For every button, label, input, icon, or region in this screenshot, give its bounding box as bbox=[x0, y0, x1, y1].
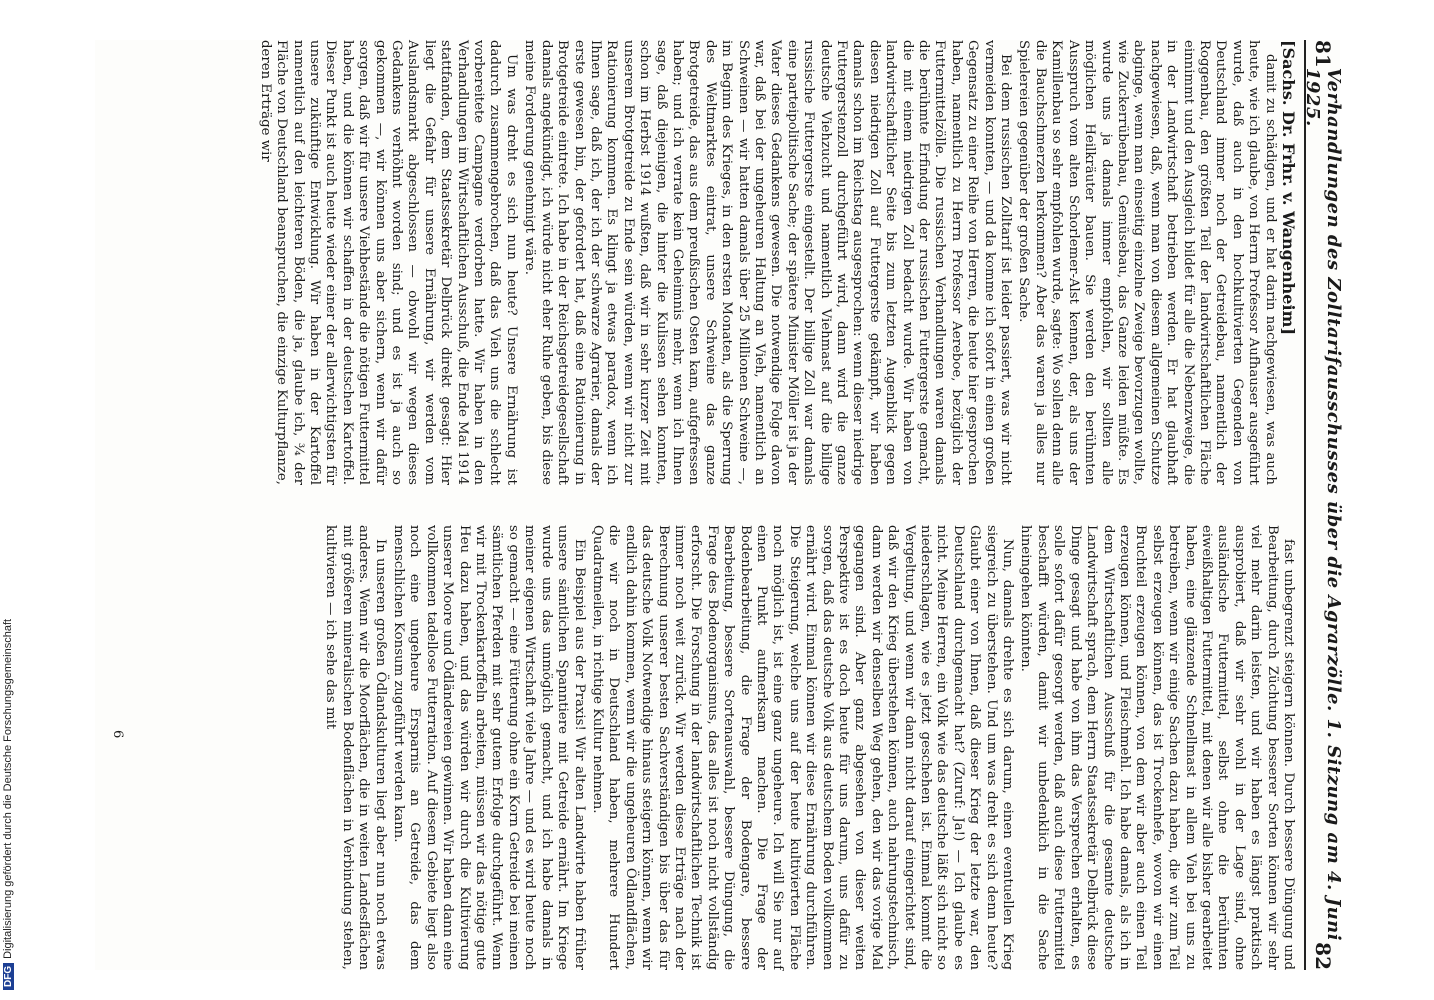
paragraph: In unseren großen Ödlandskulturen liegt aber nun noch etwas anderes. Wenn wir die Moorflächen, die in weiten Landesflächen mit größeren mineralischen Bodenflächen in Verbindung stehen, kultivieren — ich sehe das mit bbox=[323, 525, 388, 970]
paragraph: Ein Beispiel aus der Praxis! Wir alten Landwirte haben früher unsere sämtlichen Spanntiere mit Getreide ernährt. Im Kriege wurde uns das unmöglich gemacht, und ich habe damals in meiner eigenen Wirtschaft viele Jahre — und es wird heute noch so gemacht — eine Fütterung ohne ein Korn Getreide bei meinen sämtlichen Pferden mit sehr gutem Erfolge durchgeführt. Wenn wir mit Trockenkartoffeln arbeiten, müssen wir das nötige gute Heu dazu haben, und das würden wir durch die Kultivierung unserer Moore und Ödländereien gewinnen. Wir haben dann eine vollkommen tadellose Futterration. Auf diesem Gebiete liegt also noch eine ungeheure Ersparnis an Getreide, das dem menschlichen Konsum zugeführt werden kann. bbox=[391, 525, 587, 970]
dfg-logo: DFG bbox=[3, 963, 14, 990]
paragraph: damit zu schädigen, und er hat darin nachgewiesen, was auch heute, wie ich glaube, von Herrn Professor Aufhauser ausgeführt wurde, daß auch in den hochkultivierten Gegenden von Deutschland immer noch der Getreidebau, namentlich der Roggenbau, den größten Teil der landwirtschaftlichen Fläche einnimmt und den Ausgleich bildet für alle die Nebenzweige, die in der Landwirtschaft betrieben werden. Er hat glaubhaft nachgewiesen, daß, wenn man von diesem allgemeinen Schutze abginge, wenn man einseitig einzelne Zweige bevorzugen wollte, wie Zuckerrübenbau, Gemüsebau, das Ganze leiden müßte. Es wurde uns ja damals immer empfohlen, wir sollten alle möglichen Heilkräuter bauen. Sie werden den berühmten Ausspruch vom alten Schorlemer-Alst kennen, der, als uns der Kamillenbau so sehr empfohlen wurde, sagte: Wo sollen denn alle die Bauchschmerzen herkommen? Aber das waren ja alles nur Spielereien gegenüber der großen Sache. bbox=[1016, 40, 1278, 485]
right-column bbox=[320, 525, 1296, 970]
paragraph: Um was dreht es sich nun heute? Unsere Ernährung ist dadurch zusammengebrochen, daß das Vieh uns die schlecht vorbereitete Campagne verdorben hatte. Wir haben in den Verhandlungen im Wirtschaftlichen Ausschuß, die Ende Mai 1914 stattfanden, dem Staatssekretär Delbrück direkt gesagt: Hier liegt die Gefahr für unsere Ernährung, wir werden vom Auslandsmarkt abgeschlossen — obwohl wir wegen dieses Gedankens verhöhnt worden sind; und es ist ja auch so gekommen —, wir können uns aber sichern, wenn wir dafür sorgen, daß wir für unsere Viehbestände die nötigen Futtermittel haben, und die können wir schaffen in der deutschen Kartoffel. Dieser Punkt ist auch heute wieder einer der allerwichtigsten für unsere zukünftige Entwicklung. Wir haben in der Kartoffel namentlich auf den leichteren Böden, die ja, glaube ich, ¾ der Fläche von Deutschland beanspruchen, die einzige Kulturpflanze, deren Erträge wir bbox=[257, 40, 519, 485]
funding-text: Digitalisierung gefördert durch die Deutsche Forschungsgemeinschaft bbox=[2, 618, 14, 959]
scanned-page bbox=[95, 40, 1344, 970]
paragraph: fast unbegrenzt steigern können. Durch bessere Düngung und Bearbeitung, durch Züchtung besserer Sorten können wir sehr viel mehr darin leisten, und wir haben es längst praktisch ausprobiert, daß wir sehr wohl in der Lage sind, ohne ausländische Futtermittel, selbst ohne die berühmten eiweißhaltigen Futtermittel, mit denen wir alle bisher gearbeitet haben, eine glänzende Schnellmast in allem Vieh bei uns zu betreiben, wenn wir einige Sachen dazu haben, die wir zum Teil selbst erzeugen können, das ist Trockenhefe, wovon wir einen Bruchteil erzeugen können, von dem wir aber auch einen Teil erzeugen können, und Fleischmehl. Ich habe damals, als ich in dem Wirtschaftlichen Ausschuß für die gesamte deutsche Landwirtschaft sprach, dem Herrn Staatssekretär Delbrück diese Dinge gesagt und habe von ihm das Versprechen erhalten, es solle sofort dafür gesorgt werden, daß auch diese Futtermittel beschafft würden, damit wir unbedenklich in die Sache hineingehen könnten. bbox=[1018, 525, 1296, 970]
paragraph: Bei dem russischen Zolltarif ist leider passiert, was wir nicht vermeiden konnten, — und da komme ich sofort in einen großen Gegensatz zu einer Reihe von Herren, die heute hier gesprochen haben, namentlich zu Herrn Professor Aereboe, bezüglich der Futtermittelzölle. Die russischen Verhandlungen waren damals die berühmte Erfindung der russischen Futtergerste gemacht, die mit einem niedrigen Zoll bedacht wurde. Wir haben von landwirtschaftlicher Seite bis zum letzten Augenblick gegen diesen niedrigen Zoll auf Futtergerste gekämpft, wir haben damals schon im Reichstag ausgesprochen: wenn dieser niedrige Futtergerstenzoll durchgeführt wird, dann wird die ganze deutsche Viehzucht und namentlich Viehmast auf die billige russische Futtergerste eingestellt. Der billige Zoll war damals eine parteipolitische Sache; der spätere Minister Möller ist ja der Vater dieses Gedankens gewesen. Die notwendige Folge davon war, daß bei der ungeheuren Haltung an Vieh, namentlich an Schweinen — wir hatten damals über 25 Millionen Schweine —, im Beginn des Krieges, in den ersten Monaten, als die Sperrung des Weltmarktes eintrat, unsere Schweine das ganze Brotgetreide, das aus dem preußischen Osten kam, aufgefressen haben; und ich verrate kein Geheimnis mehr, wenn ich Ihnen sage, daß diejenigen, die hinter die Kulissen sehen konnten, schon im Herbst 1914 wußten, daß wir in sehr kurzer Zeit mit unserem Brotgetreide zu Ende sein würden, wenn wir nicht zur Rationierung kommen. Es klingt ja etwas paradox, wenn ich Ihnen sage, daß ich, der ich der schwarze Agrarier, damals der erste gewesen bin, der gefordert hat, daß eine Rationierung in Brotgetreide eintrete. Ich habe in der Reichsgetreidegesellschaft damals angekündigt, ich würde nicht eher Ruhe geben, bis diese meine Forderung genehmigt wäre. bbox=[522, 40, 1014, 485]
left-column bbox=[254, 40, 1296, 485]
running-title: Verhandlungen des Zolltarifausschusses über die Agrarzölle. 1. Sitzung am 4. Juni 1925. bbox=[1302, 67, 1344, 942]
page-header bbox=[1302, 40, 1344, 970]
page-number-right: 82 bbox=[1311, 942, 1335, 970]
funding-note bbox=[2, 619, 14, 990]
page-content bbox=[95, 40, 1344, 970]
sheet-signature: 6 bbox=[110, 730, 125, 739]
speaker-name: [Sachs. Dr. Frhr. v. Wangenheim] bbox=[1279, 40, 1298, 336]
paragraph: Nun, damals drehte es sich darum, einen eventuellen Krieg siegreich zu überstehen. Und um was dreht es sich denn heute? Glaubt einer von Ihnen, daß dieser Krieg der letzte war, den Deutschland durchgemacht hat? (Zuruf: Ja!) — Ich glaube es nicht. Meine Herren, ein Volk wie das deutsche läßt sich nicht so niederschlagen, wie es jetzt geschehen ist. Einmal kommt die Vergeltung, und wenn wir dann nicht darauf eingerichtet sind, daß wir den Krieg überstehen können, auch nahrungstechnisch, dann werden wir denselben Weg gehen, den wir das vorige Mal gegangen sind. Aber ganz abgesehen von dieser weiten Perspektive ist es doch heute für uns darum, uns dafür zu sorgen, daß das deutsche Volk aus deutschem Boden vollkommen ernährt wird. Einmal können wir diese Ernährung durchführen. Die Steigerung, welche uns auf der heute kultivierten Fläche noch möglich ist, ist eine ganz ungeheure. Ich will Sie nur auf einen Punkt aufmerksam machen. Die Frage der Bodenbearbeitung, die Frage der Bodengare, bessere Bearbeitung, bessere Sortenauswahl, bessere Düngung, die Frage des Bodenorganismus, das alles ist noch nicht vollständig erforscht. Die Forschung in der landwirtschaftlichen Technik ist immer noch weit zurück. Wir werden diese Erträge nach der Berechnung unserer besten Sachverständigen bis über das für das deutsche Volk Notwendige hinaus steigern können, wenn wir endlich dahin kommen, wenn wir die ungeheuren Ödlandflächen, die wir noch in Deutschland haben, mehrere Hundert Quadratmeilen, in richtige Kultur nehmen. bbox=[589, 525, 1016, 970]
page-number-left: 81 bbox=[1311, 40, 1335, 68]
funding-side-strip bbox=[0, 0, 22, 1000]
